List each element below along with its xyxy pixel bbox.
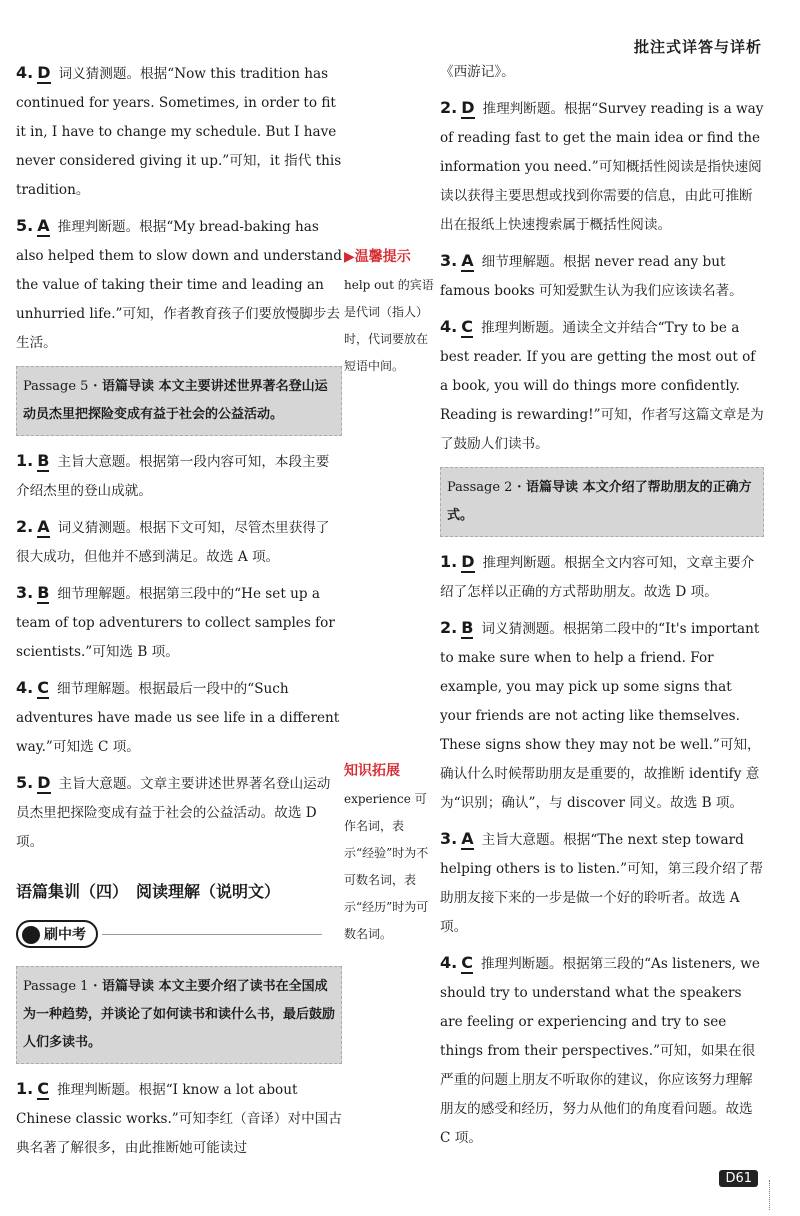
- answer-explanation: 推理判断题。根据第三段的“As listeners, we should try to understand what the speakers are feeling or experiencing and try to see things from their perspectives.”可知，如果在很严重的问题上朋友不听取你的建议，你应该努力理解朋友的感受和经历，努力从他们的角度看问题。故选 C 项。: [440, 956, 760, 1146]
- answer-item: [16, 58, 342, 205]
- answer-letter: A: [37, 216, 50, 235]
- answer-item: [16, 578, 342, 667]
- passage-guide: Passage 1 · 语篇导读 本文主要介绍了读书在全国成为一种趋势，并谈论了如何读书和读什么书，最后鼓励人们多读书。: [16, 966, 342, 1064]
- answer-item: [16, 211, 342, 358]
- answer-explanation: 推理判断题。根据“Survey reading is a way of reading fast to get the main idea or find the information you need.”可知概括性阅读是指快速阅读以获得主要思想或找到你需要的信息，由此可推断出在报纸上快速搜索属于概括性阅读。: [440, 101, 764, 233]
- answer-item: [440, 246, 764, 306]
- left-column: [16, 58, 342, 1169]
- tip-title-text: 温馨提示: [354, 249, 411, 265]
- item-number: 1.: [16, 1079, 34, 1098]
- answer-item: [16, 768, 342, 857]
- answer-letter: A: [37, 517, 50, 536]
- passage-label: Passage 2: [447, 480, 513, 495]
- guide-text: 本文主要介绍了读书在全国成为一种趋势，并谈论了如何读书和读什么书，最后鼓励人们多读书。: [23, 979, 336, 1050]
- answer-letter: D: [461, 552, 475, 571]
- answer-letter: D: [37, 63, 51, 82]
- answer-item: [16, 673, 342, 762]
- item-number: 2.: [440, 98, 458, 117]
- tip-title-text: 知识拓展: [344, 763, 400, 779]
- guide-label: 语篇导读: [526, 480, 579, 495]
- divider: [102, 934, 322, 935]
- answer-explanation: 细节理解题。根据 never read any but famous books 可知爱默生认为我们应该读名著。: [440, 254, 743, 299]
- item-number: 4.: [440, 317, 458, 336]
- running-head: 批注式详答与详析: [633, 38, 762, 56]
- guide-label: 语篇导读: [102, 979, 155, 994]
- passage-guide: Passage 2 · 语篇导读 本文介绍了帮助朋友的正确方式。: [440, 467, 764, 537]
- answer-explanation: 主旨大意题。根据第一段内容可知，本段主要介绍杰里的登山成就。: [16, 454, 330, 499]
- answer-explanation: 主旨大意题。文章主要讲述世界著名登山运动员杰里把探险变成有益于社会的公益活动。故选 D 项。: [16, 776, 331, 850]
- guide-label: 语篇导读: [102, 379, 155, 394]
- answer-explanation: 词义猜测题。根据第二段中的“It's important to make sure when to help a friend. For example, you may pick up some signs that your friends are not acting like themselves. These signs show they may not be well.”可知，确认什么时候帮助朋友是重要的，故推断 identify 意为“识别；确认”，与 discover 同义。故选 B 项。: [440, 621, 761, 811]
- answer-item: [16, 1074, 342, 1163]
- page-number: D61: [719, 1170, 758, 1187]
- margin-notes: [344, 246, 434, 948]
- item-number: 5.: [16, 216, 34, 235]
- answer-letter: D: [461, 98, 475, 117]
- answer-letter: B: [37, 583, 50, 602]
- answer-explanation: 细节理解题。根据第三段中的“He set up a team of top adventurers to collect samples for scientists.”可知选 B 项。: [16, 586, 335, 660]
- answer-explanation: 推理判断题。根据“My bread-baking has also helped them to slow down and understand the value of taking their time and leading an unhurried life.”可知，作者教育孩子们要放慢脚步去生活。: [16, 219, 342, 351]
- tip-body: help out 的宾语是代词（指人）时，代词要放在短语中间。: [344, 278, 434, 373]
- guide-text: 本文主要讲述世界著名登山运动员杰里把探险变成有益于社会的公益活动。: [23, 379, 328, 422]
- item-number: 5.: [16, 773, 34, 792]
- passage-label: Passage 1: [23, 979, 89, 994]
- tip-title: [344, 246, 434, 266]
- badge-row: [16, 920, 342, 958]
- answer-explanation: 推理判断题。根据全文内容可知，文章主要介绍了怎样以正确的方式帮助朋友。故选 D 项。: [440, 555, 755, 600]
- answer-explanation: 推理判断题。根据“I know a lot about Chinese classic works.”可知李红（音译）对中国古典名著了解很多，由此推断她可能读过: [16, 1082, 342, 1156]
- item-number: 3.: [440, 829, 458, 848]
- arrow-icon: ▶: [344, 249, 355, 265]
- answer-letter: C: [461, 953, 473, 972]
- section-title: 语篇集训（四） 阅读理解（说明文）: [16, 882, 281, 901]
- answer-explanation: 词义猜测题。根据“Now this tradition has continued for years. Sometimes, in order to fit it in, I have to change my schedule. But I have never considered giving it up.”可知，it 指代 this tradition。: [16, 66, 342, 198]
- exam-badge: [16, 920, 98, 948]
- passage-guide: Passage 5 · 语篇导读 本文主要讲述世界著名登山运动员杰里把探险变成有益于社会的公益活动。: [16, 366, 342, 436]
- passage-label: Passage 5: [23, 379, 89, 394]
- badge-label: 刷中考: [44, 927, 86, 943]
- item-number: 2.: [16, 517, 34, 536]
- answer-letter: C: [37, 1079, 49, 1098]
- tip-body: experience 可作名词，表示“经验”时为不可数名词，表示“经历”时为可数名词。: [344, 792, 429, 941]
- item-number: 1.: [16, 451, 34, 470]
- answer-item: [16, 512, 342, 572]
- brush-icon: [22, 926, 40, 944]
- answer-letter: D: [37, 773, 51, 792]
- answer-item: [16, 446, 342, 506]
- answer-item: [440, 613, 764, 818]
- item-number: 3.: [440, 251, 458, 270]
- item-number: 2.: [440, 618, 458, 637]
- answer-letter: A: [461, 251, 474, 270]
- page-edge-dots: [769, 1180, 790, 1210]
- answer-explanation: 推理判断题。通读全文并结合“Try to be a best reader. If you are getting the most out of a book, you will do things more confidently. Reading is rewarding!”可知，作者写这篇文章是为了鼓励人们读书。: [440, 320, 764, 452]
- item-number: 3.: [16, 583, 34, 602]
- right-column: [440, 58, 764, 1159]
- tip-title: [344, 760, 434, 780]
- answer-letter: C: [461, 317, 473, 336]
- answer-item: [440, 312, 764, 459]
- answer-item: [440, 93, 764, 240]
- spacer: [344, 380, 434, 760]
- answer-item: [440, 824, 764, 942]
- answer-explanation: 细节理解题。根据最后一段中的“Such adventures have made us see life in a different way.”可知选 C 项。: [16, 681, 340, 755]
- item-number: 1.: [440, 552, 458, 571]
- answer-letter: B: [37, 451, 50, 470]
- answer-explanation: 词义猜测题。根据下文可知，尽管杰里获得了很大成功，但他并不感到满足。故选 A 项。: [16, 520, 330, 565]
- answer-letter: C: [37, 678, 49, 697]
- item-number: 4.: [440, 953, 458, 972]
- item-number: 4.: [16, 63, 34, 82]
- answer-explanation: 主旨大意题。根据“The next step toward helping others is to listen.”可知，第三段介绍了帮助朋友接下来的一步是做一个好的聆听者。故选 A 项。: [440, 832, 763, 935]
- guide-text: 本文介绍了帮助朋友的正确方式。: [447, 480, 752, 523]
- answer-letter: A: [461, 829, 474, 848]
- item-number: 4.: [16, 678, 34, 697]
- answer-item: [440, 948, 764, 1153]
- answer-letter: B: [461, 618, 474, 637]
- answer-item: [440, 547, 764, 607]
- continued-text: 《西游记》。: [440, 64, 515, 80]
